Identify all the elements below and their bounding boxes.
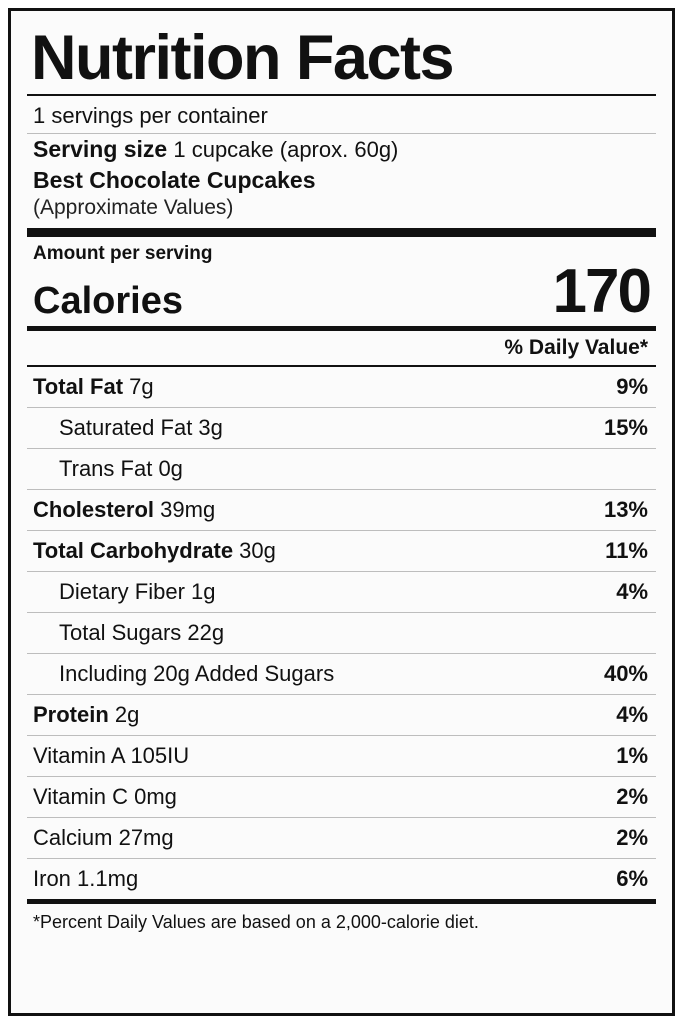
- nutrient-name: [33, 784, 177, 810]
- nutrient-amount: 1g: [184, 578, 216, 604]
- nutrient-amount: 0mg: [127, 783, 177, 809]
- nutrient-amount: 7g: [123, 373, 154, 399]
- nutrient-name-text: Cholesterol: [33, 496, 155, 522]
- nutrient-name-text: Dietary Fiber: [59, 578, 185, 604]
- calories-value: 170: [552, 257, 650, 326]
- nutrient-row: [27, 531, 656, 571]
- footnote: *Percent Daily Values are based on a 2,000-calorie diet.: [33, 911, 479, 932]
- nutrient-name-text: Vitamin A: [33, 742, 125, 768]
- nutrient-name: [33, 374, 154, 400]
- nutrient-row: [27, 736, 656, 776]
- divider-under-title: [27, 94, 656, 96]
- daily-value-header: % Daily Value*: [504, 335, 648, 359]
- daily-value-percent: 4%: [616, 701, 648, 727]
- nutrient-name: [33, 579, 216, 605]
- nutrient-name: [33, 866, 138, 892]
- nutrition-facts-label: [8, 8, 675, 1016]
- nutrient-amount: 30g: [233, 537, 276, 563]
- nutrient-amount: 1.1mg: [70, 865, 139, 891]
- nutrient-name: [33, 702, 139, 728]
- nutrient-row: [27, 490, 656, 530]
- nutrient-name: [33, 825, 174, 851]
- nutrient-name-text: Trans Fat: [59, 455, 153, 481]
- nutrient-name: [33, 743, 189, 769]
- nutrient-row: [27, 367, 656, 407]
- nutrient-name: [33, 661, 334, 687]
- divider-under-calories: [27, 326, 656, 331]
- nutrient-amount: 39mg: [154, 496, 216, 522]
- divider-above-footnote: [27, 899, 656, 904]
- approximate-values-note: (Approximate Values): [33, 196, 234, 219]
- product-name: Best Chocolate Cupcakes: [33, 167, 316, 193]
- calories-label: Calories: [33, 280, 183, 322]
- daily-value-percent: 11%: [605, 537, 648, 563]
- nutrient-name: [33, 415, 223, 441]
- daily-value-percent: 13%: [603, 496, 648, 522]
- nutrient-name-text: Including 20g Added Sugars: [59, 660, 335, 686]
- nutrient-row: [27, 408, 656, 448]
- divider-under-servings: [27, 133, 656, 134]
- nutrient-name-text: Saturated Fat: [59, 414, 193, 440]
- nutrient-name-text: Protein: [33, 701, 109, 727]
- nutrient-row: [27, 695, 656, 735]
- nutrient-name: [33, 456, 183, 482]
- nutrient-name-text: Total Fat: [33, 373, 124, 399]
- daily-value-percent: 40%: [603, 660, 648, 686]
- nutrient-amount: 3g: [192, 414, 223, 440]
- serving-size-value: 1 cupcake (aprox. 60g): [173, 137, 399, 162]
- amount-per-serving-label: Amount per serving: [33, 243, 213, 264]
- nutrient-row: [27, 572, 656, 612]
- nutrient-rows: [27, 367, 656, 899]
- nutrient-name-text: Iron: [33, 865, 71, 891]
- calories-row: [33, 257, 650, 326]
- nutrient-amount: 105IU: [124, 742, 190, 768]
- nutrient-name-text: Total Sugars: [59, 619, 182, 645]
- nutrient-amount: 2g: [108, 701, 140, 727]
- daily-value-percent: 6%: [616, 865, 648, 891]
- nutrient-name-text: Calcium: [33, 824, 113, 850]
- nutrient-row: [27, 777, 656, 817]
- nutrient-row: [27, 654, 656, 694]
- nutrient-amount: 27mg: [112, 824, 174, 850]
- nutrient-name-text: Vitamin C: [33, 783, 128, 809]
- nutrient-name: [33, 620, 224, 646]
- daily-value-percent: 2%: [616, 783, 648, 809]
- servings-per-container: 1 servings per container: [33, 103, 268, 128]
- serving-size-label: Serving size: [33, 136, 168, 162]
- serving-size-row: [33, 136, 656, 163]
- daily-value-percent: 2%: [616, 824, 648, 850]
- nutrient-name: [33, 538, 276, 564]
- daily-value-percent: 9%: [616, 373, 648, 399]
- daily-value-percent: 15%: [603, 414, 648, 440]
- nutrient-row: [27, 818, 656, 858]
- nutrient-row: [27, 613, 656, 653]
- nutrient-name: [33, 497, 215, 523]
- divider-thick-top: [27, 228, 656, 237]
- nutrient-amount: 22g: [181, 619, 225, 645]
- daily-value-percent: 1%: [616, 742, 648, 768]
- nutrient-amount: 0g: [152, 455, 183, 481]
- daily-value-percent: 4%: [616, 578, 648, 604]
- nutrient-row: [27, 449, 656, 489]
- page-title: Nutrition Facts: [31, 23, 454, 93]
- nutrient-name-text: Total Carbohydrate: [33, 537, 234, 563]
- nutrient-row: [27, 859, 656, 899]
